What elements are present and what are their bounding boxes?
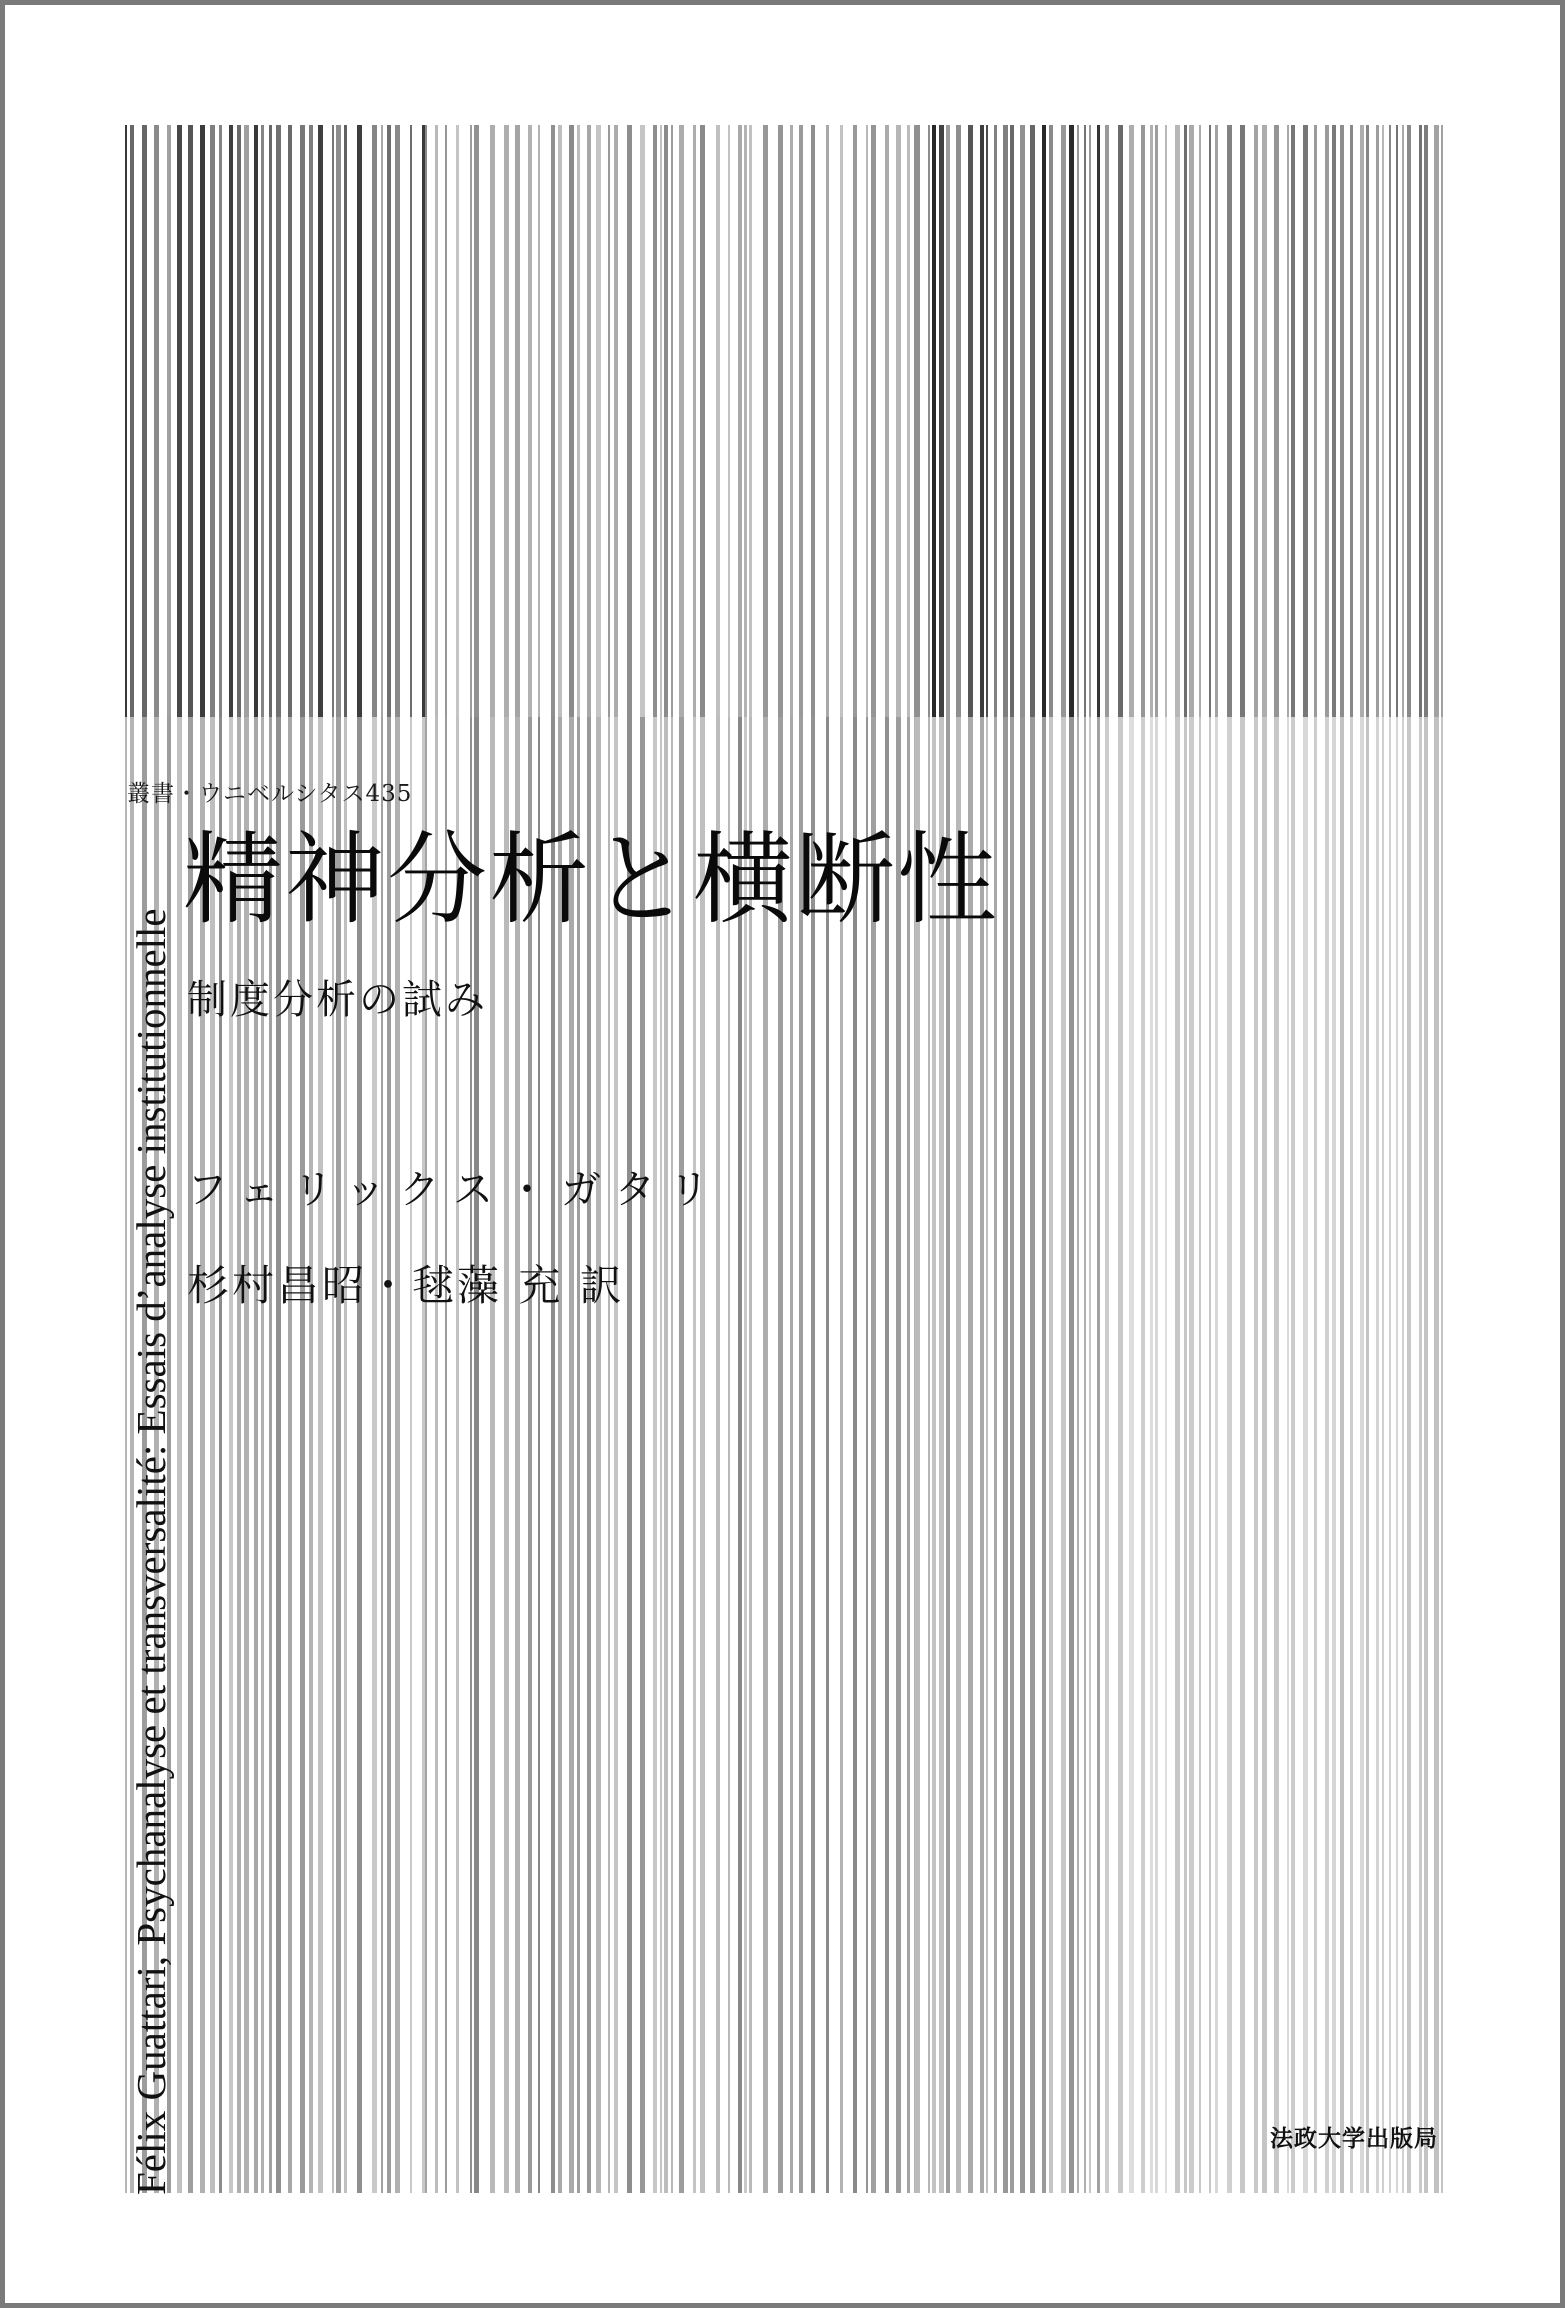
stripe <box>1287 125 1289 717</box>
stripe <box>504 717 509 2193</box>
stripe <box>871 125 876 717</box>
stripe <box>679 717 684 2193</box>
stripe <box>653 125 657 717</box>
stripe <box>1069 125 1074 717</box>
stripe <box>1434 125 1439 717</box>
stripe <box>309 717 313 2193</box>
stripe <box>1287 717 1289 2193</box>
stripe <box>1089 717 1091 2193</box>
stripe <box>1199 125 1201 717</box>
stripe <box>538 717 540 2193</box>
stripe <box>1402 717 1404 2193</box>
stripe <box>749 717 752 2193</box>
stripe <box>344 717 347 2193</box>
stripe <box>1227 125 1232 717</box>
stripe <box>381 125 383 717</box>
series-label: 叢書・ウニベルシタス435 <box>127 781 413 807</box>
stripe <box>332 125 334 717</box>
stripe <box>1069 717 1074 2193</box>
stripe <box>871 717 876 2193</box>
stripe <box>244 717 249 2193</box>
stripe <box>840 717 843 2193</box>
stripe <box>1434 717 1439 2193</box>
stripe <box>515 717 520 2193</box>
stripe <box>1360 717 1364 2193</box>
stripe <box>907 125 910 717</box>
stripe <box>1332 717 1336 2193</box>
stripe <box>700 125 705 717</box>
stripe <box>425 717 427 2193</box>
stripe <box>261 717 264 2193</box>
stripe <box>716 717 720 2193</box>
stripe <box>799 125 803 717</box>
stripe <box>1240 125 1245 717</box>
stripe <box>986 125 988 717</box>
stripe <box>1382 717 1384 2193</box>
stripe <box>456 717 459 2193</box>
stripe <box>372 125 377 717</box>
stripe <box>1215 125 1218 717</box>
stripe <box>608 717 610 2193</box>
stripe <box>932 125 936 717</box>
stripe <box>596 125 601 717</box>
stripe <box>1262 717 1267 2193</box>
stripe <box>395 717 400 2193</box>
stripe <box>474 717 479 2193</box>
original-title-column <box>127 830 175 2195</box>
stripe <box>811 125 815 717</box>
stripe <box>744 125 747 717</box>
stripe <box>664 717 668 2193</box>
stripe <box>410 717 412 2193</box>
stripe <box>1366 125 1369 717</box>
stripe <box>885 717 889 2193</box>
stripe <box>896 717 901 2193</box>
stripe <box>907 717 910 2193</box>
stripe <box>749 125 752 717</box>
stripe <box>811 717 815 2193</box>
stripe <box>372 717 377 2193</box>
stripe <box>840 125 843 717</box>
stripe <box>1240 717 1245 2193</box>
stripe <box>608 125 610 717</box>
stripe <box>728 125 730 717</box>
stripe <box>778 717 783 2193</box>
stripe <box>1077 125 1079 717</box>
stripe <box>640 717 645 2193</box>
stripe <box>1274 125 1279 717</box>
stripe <box>866 125 868 717</box>
stripe <box>946 717 950 2193</box>
stripe <box>357 125 362 717</box>
stripe <box>627 125 632 717</box>
stripe <box>254 125 258 717</box>
stripe <box>1129 717 1134 2193</box>
stripe <box>336 125 341 717</box>
stripe <box>1209 717 1211 2193</box>
stripe <box>237 125 241 717</box>
stripe <box>939 125 944 717</box>
stripe <box>1105 717 1109 2193</box>
stripe <box>381 717 383 2193</box>
stripe <box>1189 717 1194 2193</box>
stripe <box>410 125 412 717</box>
stripe <box>1184 717 1187 2193</box>
stripe <box>177 125 182 717</box>
stripe <box>188 125 193 717</box>
stripe <box>1254 125 1258 717</box>
stripe <box>288 125 292 717</box>
stripe <box>435 125 438 717</box>
stripe <box>269 717 272 2193</box>
stripe <box>210 125 215 717</box>
stripe <box>1077 717 1079 2193</box>
stripe <box>300 717 305 2193</box>
stripe <box>660 125 662 717</box>
stripe <box>980 717 984 2193</box>
stripe <box>1419 125 1422 717</box>
stripe <box>1020 125 1025 717</box>
stripe <box>928 717 930 2193</box>
stripe <box>1010 125 1014 717</box>
stripe <box>229 717 233 2193</box>
stripe <box>915 717 920 2193</box>
stripe <box>1129 125 1134 717</box>
stripe <box>968 125 973 717</box>
stripe <box>956 717 961 2193</box>
stripe <box>456 125 459 717</box>
stripe <box>1155 125 1158 717</box>
stripe <box>994 125 997 717</box>
stripe <box>587 125 591 717</box>
stripe <box>1105 125 1109 717</box>
stripe <box>728 717 730 2193</box>
stripe <box>738 125 742 717</box>
stripe <box>1303 717 1308 2193</box>
stripe <box>1084 125 1086 717</box>
stripe <box>336 717 341 2193</box>
stripe <box>826 125 829 717</box>
stripe <box>1350 717 1353 2193</box>
barcode-stripe-art <box>125 125 1449 2193</box>
stripe <box>1376 717 1379 2193</box>
stripe <box>504 125 509 717</box>
stripe <box>1441 717 1443 2193</box>
stripe <box>332 717 334 2193</box>
stripe <box>928 125 930 717</box>
book-subtitle: 制度分析の試み <box>187 977 488 1023</box>
stripe <box>1274 717 1279 2193</box>
stripe <box>276 717 281 2193</box>
stripe <box>790 717 793 2193</box>
stripe <box>1097 125 1100 717</box>
stripe <box>445 717 447 2193</box>
stripe <box>1020 717 1025 2193</box>
stripe <box>614 125 618 717</box>
stripe <box>142 125 147 717</box>
stripe <box>744 717 747 2193</box>
stripe <box>664 125 668 717</box>
stripe <box>1325 717 1329 2193</box>
stripe <box>1061 717 1066 2193</box>
stripe <box>445 125 447 717</box>
stripe <box>177 717 182 2193</box>
stripe <box>237 717 241 2193</box>
stripe <box>254 717 258 2193</box>
stripe <box>614 717 618 2193</box>
stripe <box>1042 717 1046 2193</box>
stripe <box>300 125 305 717</box>
stripe <box>528 125 532 717</box>
stripe <box>1402 125 1404 717</box>
stripe <box>1061 125 1066 717</box>
stripe <box>1097 717 1100 2193</box>
stripe <box>1407 717 1411 2193</box>
stripe <box>693 717 696 2193</box>
stripe <box>885 125 889 717</box>
stripe <box>738 717 742 2193</box>
stripe <box>1419 717 1422 2193</box>
stripe <box>1262 125 1267 717</box>
publisher-name: 法政大学出版局 <box>1270 2126 1438 2152</box>
stripe <box>853 717 857 2193</box>
stripe <box>244 125 249 717</box>
stripe <box>653 717 657 2193</box>
translator-credit: 杉村昌昭・毬藻 充 訳 <box>187 1261 625 1310</box>
stripe <box>1366 717 1369 2193</box>
stripe <box>515 125 520 717</box>
stripe-pattern <box>125 125 1449 2193</box>
stripe <box>1424 125 1428 717</box>
stripe <box>558 125 562 717</box>
stripe <box>956 125 961 717</box>
stripe <box>490 717 495 2193</box>
stripe <box>932 717 936 2193</box>
stripe <box>357 717 362 2193</box>
stripe <box>1303 125 1308 717</box>
stripe <box>1084 717 1086 2193</box>
stripe <box>980 125 984 717</box>
stripe <box>866 717 868 2193</box>
stripe <box>269 125 272 717</box>
stripe <box>640 125 645 717</box>
stripe <box>219 125 222 717</box>
stripe <box>1030 125 1035 717</box>
stripe <box>470 125 472 717</box>
stripe <box>968 717 973 2193</box>
stripe <box>276 125 281 717</box>
stripe <box>1141 125 1145 717</box>
stripe <box>200 125 205 717</box>
stripe <box>318 125 323 717</box>
stripe <box>1314 125 1317 717</box>
stripe <box>1254 717 1258 2193</box>
stripe <box>210 717 215 2193</box>
stripe <box>130 125 134 717</box>
stripe <box>1141 717 1145 2193</box>
stripe <box>1165 717 1167 2193</box>
stripe <box>528 717 532 2193</box>
stripe <box>1184 125 1187 717</box>
stripe <box>1003 125 1008 717</box>
stripe <box>425 125 427 717</box>
stripe <box>577 125 580 717</box>
stripe <box>671 717 673 2193</box>
stripe <box>1118 717 1123 2193</box>
author-name: フェリックス・ガタリ <box>187 1167 723 1213</box>
stripe <box>1165 125 1167 717</box>
original-title: Félix Guattari, Psychanalyse et transversalité: Essais d’analyse institutionnelle <box>128 908 174 2195</box>
stripe <box>309 125 313 717</box>
stripe <box>700 717 705 2193</box>
stripe <box>1396 717 1398 2193</box>
stripe <box>1227 717 1232 2193</box>
stripe <box>596 717 601 2193</box>
stripe <box>1314 717 1317 2193</box>
stripe <box>474 125 479 717</box>
stripe <box>125 125 127 717</box>
stripe <box>538 125 540 717</box>
stripe <box>1291 717 1295 2193</box>
stripe <box>1199 717 1201 2193</box>
stripe <box>994 717 997 2193</box>
stripe <box>344 125 347 717</box>
stripe <box>1189 125 1194 717</box>
stripe <box>1360 125 1364 717</box>
stripe <box>1003 717 1008 2193</box>
stripe <box>853 125 857 717</box>
stripe <box>200 717 205 2193</box>
stripe <box>1150 125 1153 717</box>
stripe <box>1424 717 1428 2193</box>
stripe <box>387 717 391 2193</box>
stripe <box>154 125 159 717</box>
stripe <box>763 125 768 717</box>
stripe <box>1010 717 1014 2193</box>
stripe <box>1389 717 1391 2193</box>
stripe <box>693 125 696 717</box>
stripe <box>387 125 391 717</box>
stripe <box>1215 717 1218 2193</box>
stripe <box>1350 125 1353 717</box>
stripe <box>569 717 574 2193</box>
stripe <box>1175 125 1180 717</box>
stripe <box>1049 717 1053 2193</box>
stripe <box>490 125 495 717</box>
stripe <box>318 717 323 2193</box>
stripe <box>826 717 829 2193</box>
stripe <box>188 717 193 2193</box>
stripe <box>470 717 472 2193</box>
stripe <box>1030 717 1035 2193</box>
stripe <box>261 125 264 717</box>
stripe <box>1150 717 1153 2193</box>
stripe <box>896 125 901 717</box>
stripe <box>288 717 292 2193</box>
stripe <box>986 717 988 2193</box>
stripe <box>1441 125 1443 717</box>
stripe <box>1089 125 1091 717</box>
stripe <box>1407 125 1411 717</box>
stripe <box>627 717 632 2193</box>
stripe <box>435 717 438 2193</box>
stripe <box>1155 717 1158 2193</box>
stripe <box>1175 717 1180 2193</box>
stripe <box>1042 125 1046 717</box>
stripe <box>763 717 768 2193</box>
stripe <box>167 125 171 717</box>
stripe <box>778 125 783 717</box>
stripe <box>577 717 580 2193</box>
stripe <box>1396 125 1398 717</box>
stripe <box>558 717 562 2193</box>
stripe <box>915 125 920 717</box>
stripe <box>1376 125 1379 717</box>
stripe <box>219 717 222 2193</box>
stripe-group <box>125 125 1443 2193</box>
stripe <box>1325 125 1329 717</box>
stripe <box>395 125 400 717</box>
stripe <box>1209 125 1211 717</box>
stripe <box>799 717 803 2193</box>
stripe <box>939 717 944 2193</box>
stripe <box>587 717 591 2193</box>
stripe <box>1291 125 1295 717</box>
stripe <box>1382 125 1384 717</box>
stripe <box>1332 125 1336 717</box>
stripe <box>716 125 720 717</box>
book-title: 精神分析と横断性 <box>183 821 999 938</box>
stripe <box>660 717 662 2193</box>
stripe <box>790 125 793 717</box>
stripe <box>671 125 673 717</box>
stripe <box>679 125 684 717</box>
stripe <box>1340 717 1344 2193</box>
stripe <box>551 717 555 2193</box>
stripe <box>551 125 555 717</box>
stripe <box>946 125 950 717</box>
stripe <box>1118 125 1123 717</box>
stripe <box>1049 125 1053 717</box>
stripe <box>1340 125 1344 717</box>
stripe <box>1389 125 1391 717</box>
stripe <box>569 125 574 717</box>
stripe <box>229 125 233 717</box>
